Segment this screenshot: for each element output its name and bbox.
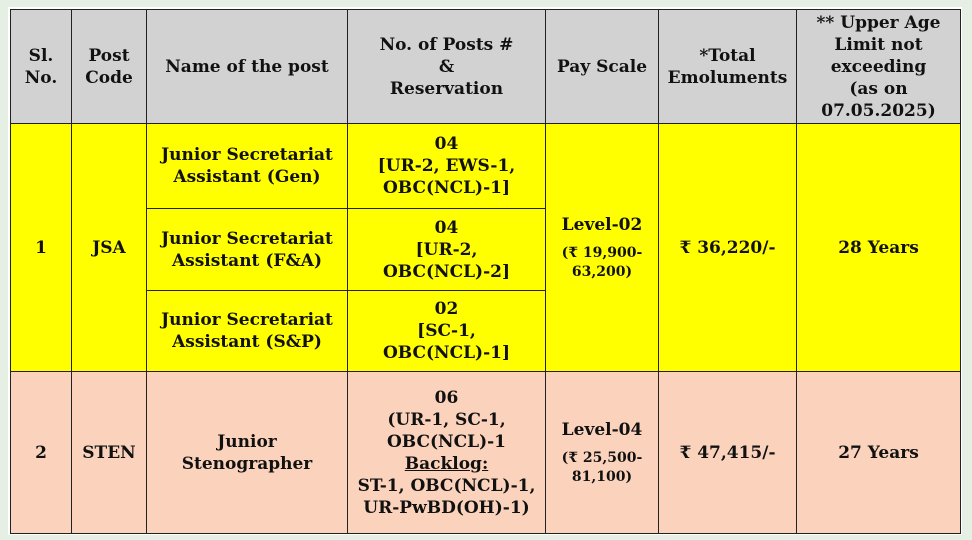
jsa-gen-posts: 04 [UR-2, EWS-1, OBC(NCL)-1] xyxy=(348,124,546,209)
jsa-sl-no: 1 xyxy=(11,124,72,372)
header-sl-no: Sl. No. xyxy=(11,10,72,124)
sten-name: Junior Stenographer xyxy=(147,372,348,534)
jsa-gen-name: Junior Secretariat Assistant (Gen) xyxy=(147,124,348,209)
recruitment-table-sheet xyxy=(8,7,962,535)
header-pay-scale: Pay Scale xyxy=(546,10,659,124)
table-row-jsa-gen xyxy=(11,124,961,209)
sten-emoluments: ₹ 47,415/- xyxy=(659,372,797,534)
jsa-emoluments: ₹ 36,220/- xyxy=(659,124,797,372)
sten-pay-scale: Level-04 (₹ 25,500- 81,100) xyxy=(546,372,659,534)
sten-post-code: STEN xyxy=(72,372,147,534)
jsa-sp-name: Junior Secretariat Assistant (S&P) xyxy=(147,291,348,372)
jsa-post-code: JSA xyxy=(72,124,147,372)
sten-posts: 06 (UR-1, SC-1, OBC(NCL)-1 Backlog: ST-1, OBC(NCL)-1, UR-PwBD(OH)-1) xyxy=(348,372,546,534)
backlog-label: Backlog: xyxy=(404,453,489,474)
table-row-sten xyxy=(11,372,961,534)
header-age-limit: ** Upper Age Limit not exceeding (as on 07.05.2025) xyxy=(797,10,961,124)
posts-table xyxy=(10,9,961,534)
sten-sl-no: 2 xyxy=(11,372,72,534)
jsa-sp-posts: 02 [SC-1, OBC(NCL)-1] xyxy=(348,291,546,372)
header-post-code: Post Code xyxy=(72,10,147,124)
header-posts-reservation: No. of Posts # & Reservation xyxy=(348,10,546,124)
header-emoluments: *Total Emoluments xyxy=(659,10,797,124)
sten-age-limit: 27 Years xyxy=(797,372,961,534)
header-post-name: Name of the post xyxy=(147,10,348,124)
jsa-fa-posts: 04 [UR-2, OBC(NCL)-2] xyxy=(348,209,546,291)
jsa-age-limit: 28 Years xyxy=(797,124,961,372)
header-row xyxy=(11,10,961,124)
jsa-pay-scale: Level-02 (₹ 19,900- 63,200) xyxy=(546,124,659,372)
jsa-fa-name: Junior Secretariat Assistant (F&A) xyxy=(147,209,348,291)
